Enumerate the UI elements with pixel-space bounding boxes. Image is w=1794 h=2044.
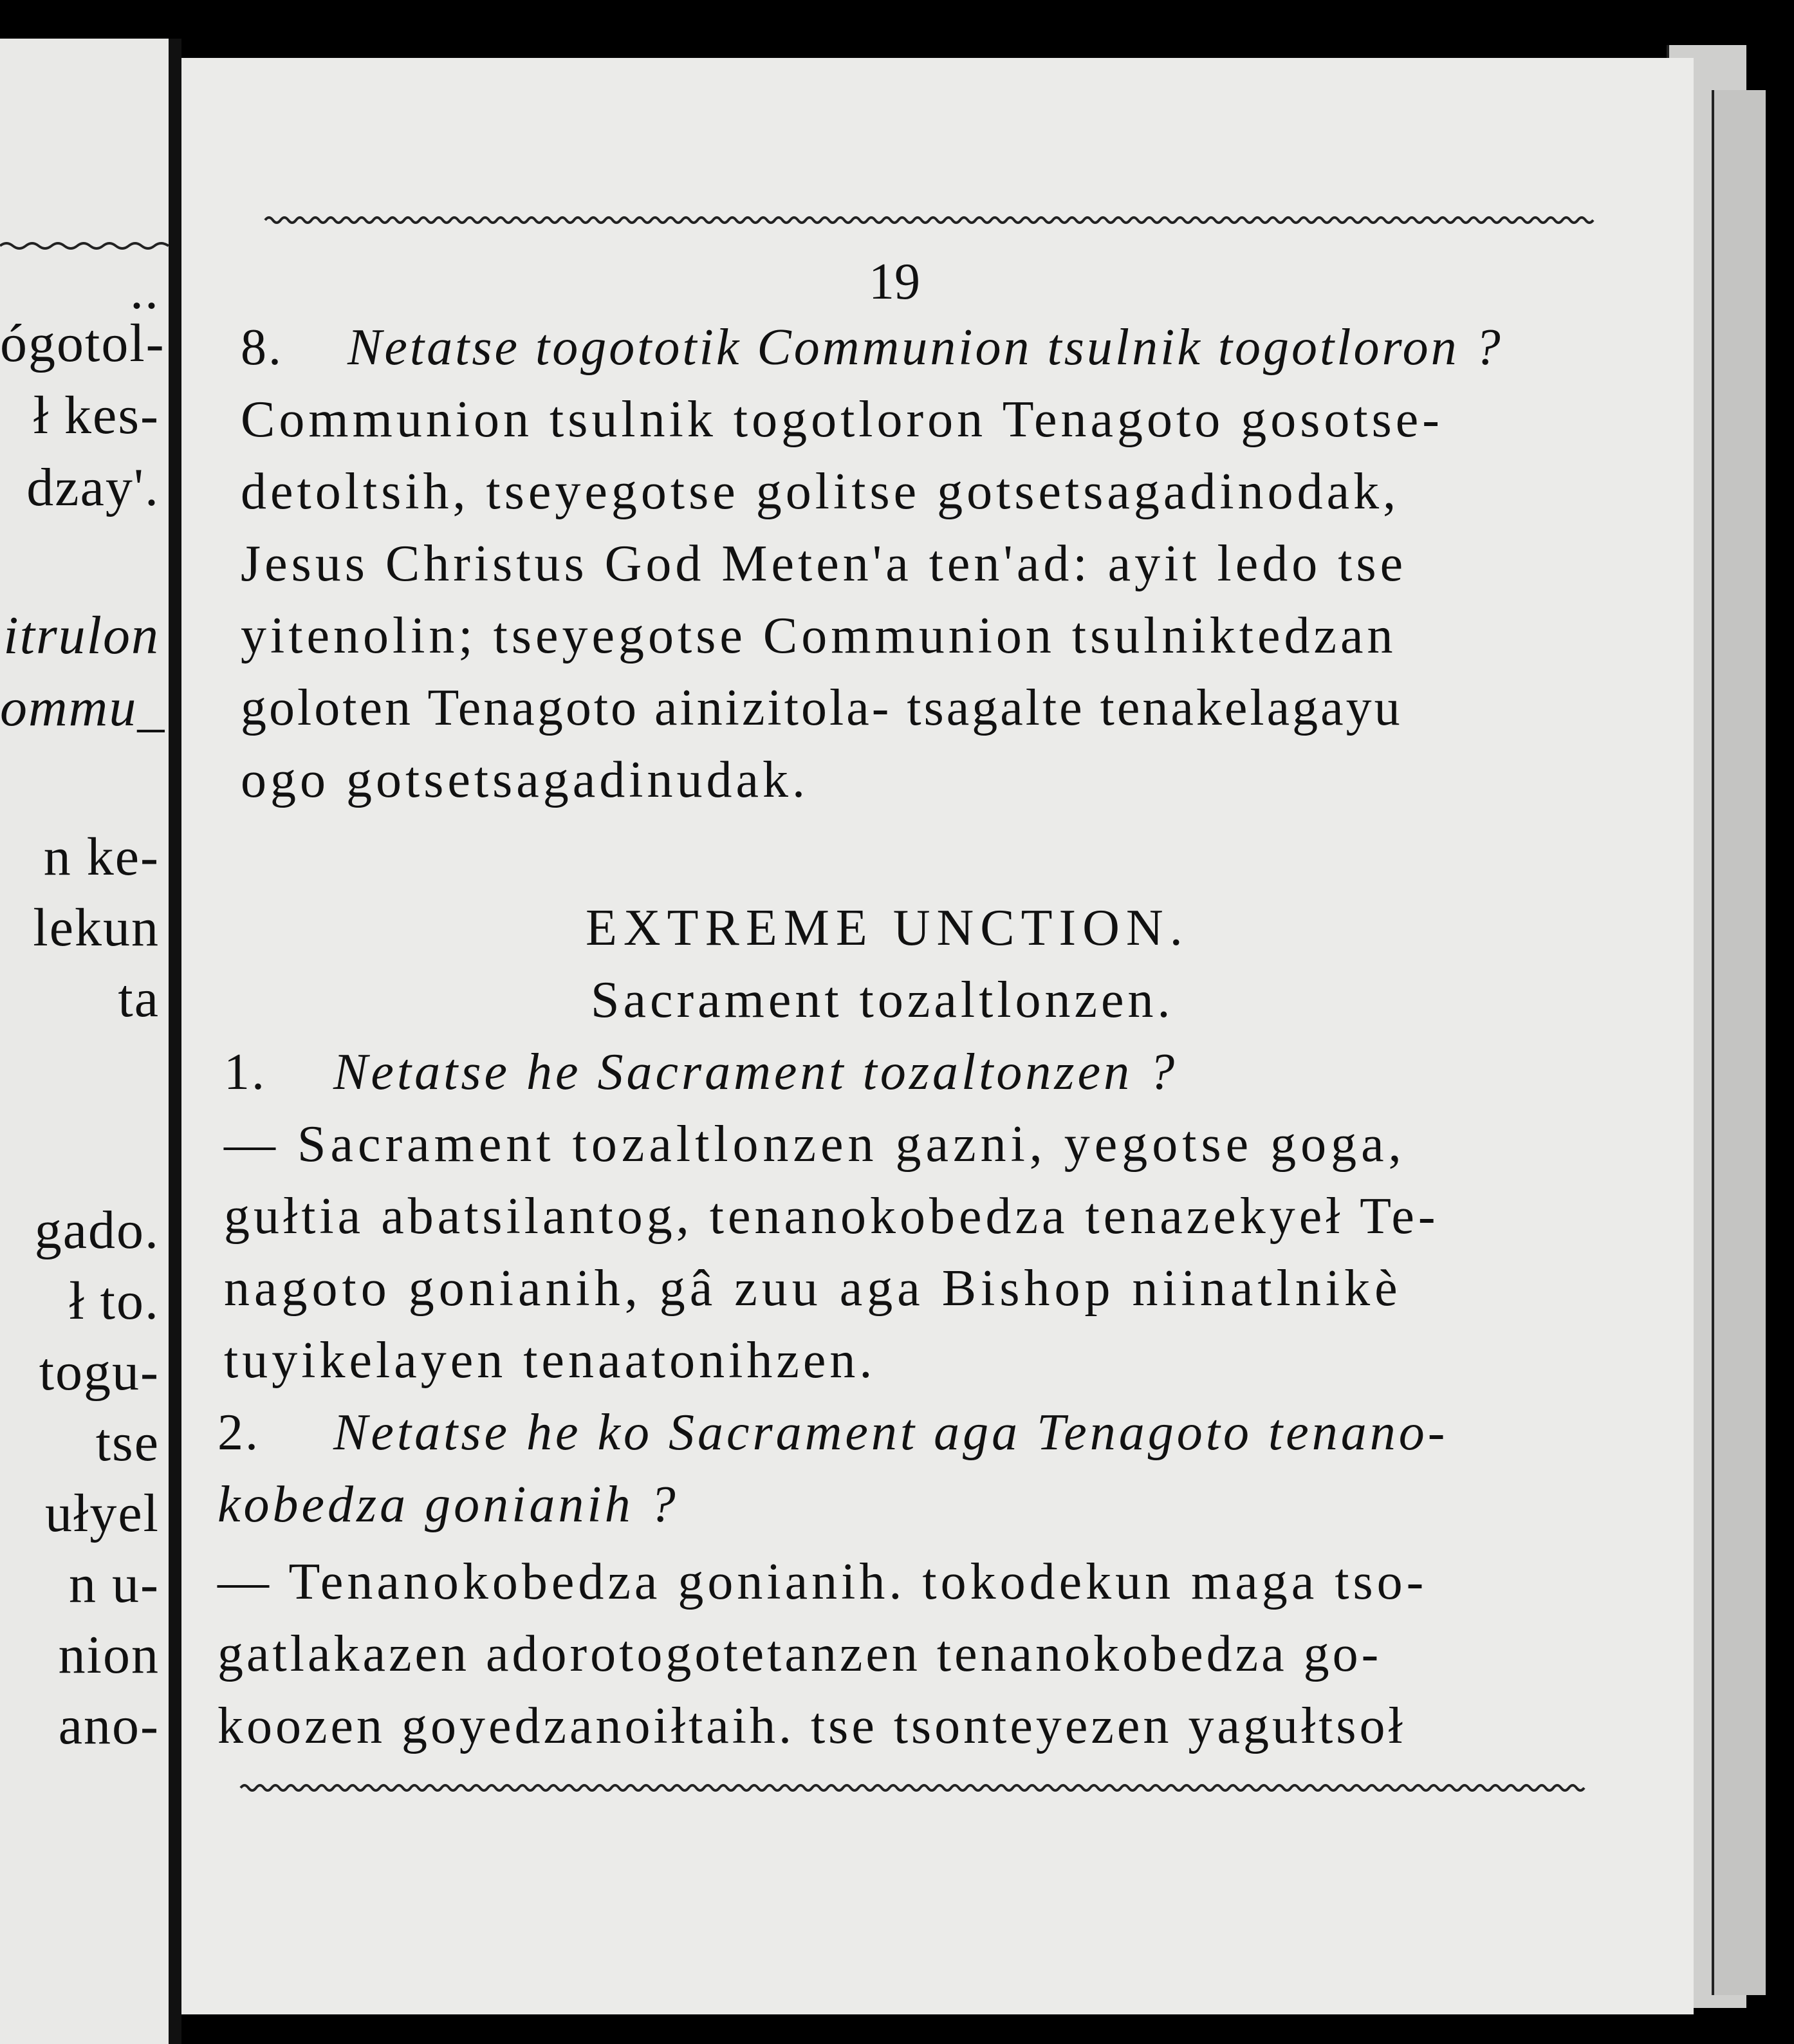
- left-fragment-8: ta: [118, 969, 160, 1028]
- question-2-text-line-1: Netatse he ko Sacrament aga Tenagoto tenano-: [333, 1404, 1448, 1461]
- left-fragment-15: nion: [58, 1625, 160, 1685]
- question-2-answer-line-1: — Tenanokobedza gonianih. tokodekun maga tso-: [217, 1554, 1428, 1610]
- left-fragment-16: ano-: [58, 1696, 160, 1756]
- back-sheet-edge-2: [1712, 90, 1766, 1995]
- left-fragment-0: ..: [130, 261, 160, 321]
- book-gutter: [169, 39, 181, 2044]
- question-8-answer-line-3: Jesus Christus God Meten'a ten'ad: ayit ledo tse: [241, 535, 1407, 592]
- question-8-answer-line-1: Communion tsulnik togotloron Tenagoto gosotse-: [241, 391, 1443, 448]
- left-fragment-4: itrulon: [3, 606, 160, 665]
- question-8-answer-line-2: detoltsih, tseyegotse golitse gotsetsagadinodak,: [241, 463, 1400, 520]
- question-8-text: Netatse togototik Communion tsulnik togotloron ?: [347, 319, 1503, 376]
- question-2-answer-line-2: gatlakazen adorotogotetanzen tenanokobedza go-: [217, 1626, 1382, 1682]
- section-title: EXTREME UNCTION.: [586, 900, 1189, 956]
- question-8-answer-line-5: goloten Tenagoto ainizitola- tsagalte tenakelagayu: [241, 680, 1403, 736]
- left-fragment-12: tse: [95, 1413, 160, 1473]
- question-1-number: 1.: [224, 1044, 266, 1101]
- question-8-answer-line-6: ogo gotsetsagadinudak.: [241, 752, 809, 808]
- question-2-number: 2.: [217, 1404, 260, 1461]
- question-1-answer-line-3: nagoto gonianih, gâ zuu aga Bishop niinatlnikè: [224, 1260, 1402, 1317]
- question-8-number: 8.: [241, 319, 283, 376]
- left-page-fragment: [0, 39, 169, 2044]
- question-2-answer-line-3: koozen goyedzanoiłtaih. tse tsonteyezen yagułtsoł: [217, 1698, 1406, 1754]
- question-2-text-line-2: kobedza gonianih ?: [217, 1476, 679, 1533]
- top-wavy-rule: [265, 207, 1591, 233]
- question-1-text: Netatse he Sacrament tozaltonzen ?: [333, 1044, 1178, 1101]
- left-page-wavy-rule: [0, 232, 169, 257]
- left-fragment-9: gado.: [34, 1200, 160, 1260]
- left-fragment-13: ułyel: [45, 1483, 160, 1543]
- left-fragment-2: ł kes-: [33, 386, 160, 445]
- main-page: [181, 58, 1694, 2014]
- left-fragment-10: ł to.: [69, 1271, 160, 1331]
- question-1-answer-line-2: gułtia abatsilantog, tenanokobedza tenazekyeł Te-: [224, 1188, 1439, 1245]
- left-fragment-11: togu-: [39, 1342, 160, 1402]
- question-1-answer-line-4: tuyikelayen tenaatonihzen.: [224, 1332, 876, 1389]
- left-fragment-6: n ke-: [43, 827, 160, 887]
- question-8-answer-line-4: yitenolin; tseyegotse Communion tsulniktedzan: [241, 608, 1397, 664]
- left-fragment-1: ógotol-: [0, 313, 165, 373]
- page-number: 19: [869, 254, 920, 310]
- left-fragment-14: n u-: [69, 1554, 160, 1614]
- left-fragment-3: dzay'.: [26, 458, 160, 517]
- section-subtitle: Sacrament tozaltlonzen.: [591, 972, 1174, 1028]
- left-fragment-7: lekun: [33, 898, 160, 958]
- bottom-wavy-rule: [241, 1775, 1579, 1801]
- question-1-answer-line-1: — Sacrament tozaltlonzen gazni, yegotse goga,: [224, 1116, 1406, 1173]
- left-fragment-5: ommu_: [0, 678, 166, 738]
